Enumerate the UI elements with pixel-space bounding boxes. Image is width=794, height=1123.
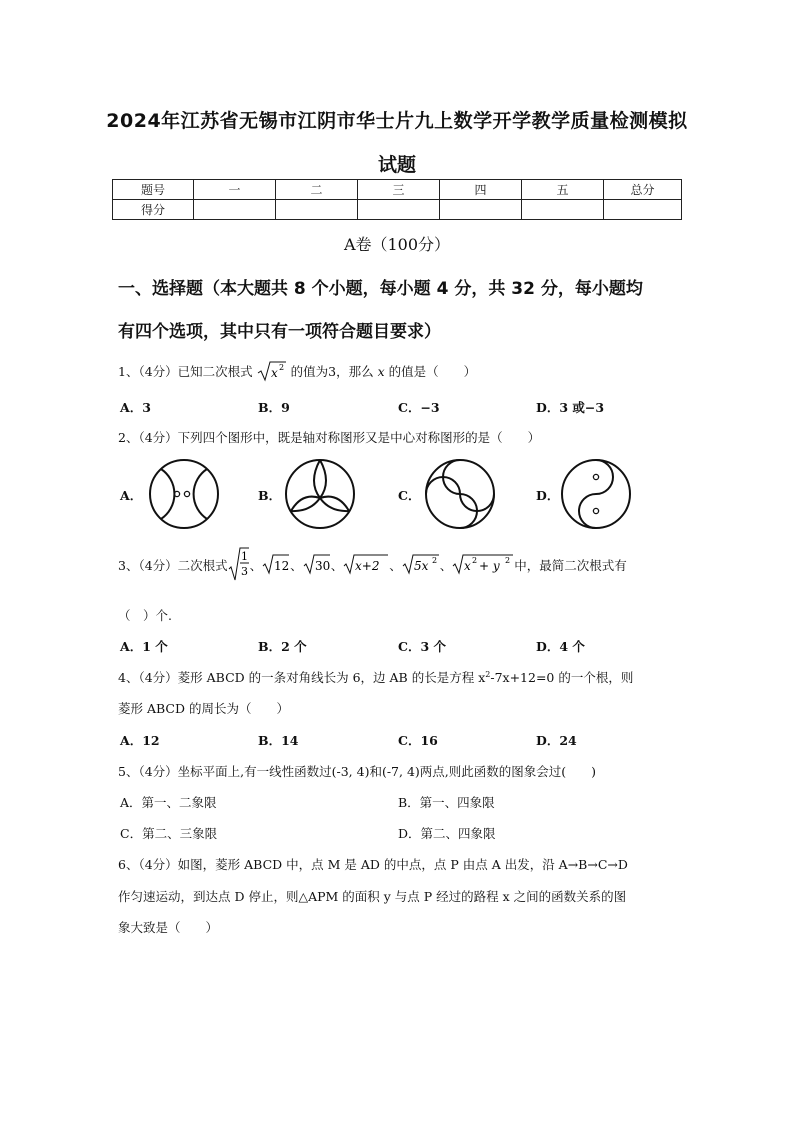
score-table-score-row — [113, 200, 682, 220]
score-cell: 四 — [440, 180, 522, 200]
option-d[interactable]: D．第二、四象限 — [398, 826, 496, 841]
question-text: 3、（4分）二次根式 — [118, 558, 228, 573]
score-blank-cell[interactable] — [276, 200, 358, 220]
separator: 、 — [439, 558, 453, 573]
radicand-text: + y — [479, 558, 500, 573]
score-blank-cell[interactable] — [194, 200, 276, 220]
option-a[interactable]: A．1 个 — [120, 639, 168, 654]
radicand-text: 30 — [314, 558, 330, 573]
question-6: 6、（4分）如图，菱形 ABCD 中，点 M 是 AD 的中点，点 P 由点 A 出发，沿 A→B→C→D — [118, 857, 628, 872]
question-5: 5、（4分）坐标平面上,有一线性函数过(-3, 4)和(-7, 4)两点,则此函数的图象会过( ) — [118, 764, 597, 779]
option-c[interactable]: C．第二、三象限 — [120, 826, 218, 841]
separator: 、 — [330, 558, 344, 573]
option-d[interactable]: D．24 — [536, 733, 577, 748]
separator: 、 — [249, 558, 263, 573]
sqrt-x-squared — [257, 360, 287, 385]
option-c[interactable]: C． — [398, 488, 421, 503]
question-1 — [118, 360, 476, 385]
score-blank-cell[interactable] — [440, 200, 522, 220]
score-table-header-row — [113, 180, 682, 200]
sqrt-one-third — [228, 547, 250, 584]
sqrt-x2-plus-y2 — [452, 553, 514, 578]
option-c[interactable]: C．3 个 — [398, 639, 446, 654]
radicand-text: x — [464, 558, 472, 573]
option-b[interactable]: B． — [258, 488, 282, 503]
radicand-text: 12 — [274, 558, 290, 573]
option-a[interactable]: A． — [120, 488, 143, 503]
svg-text:2: 2 — [431, 555, 437, 565]
score-blank-cell[interactable] — [358, 200, 440, 220]
question-4: 4、（4分）菱形 ABCD 的一条对角线长为 6，边 AB 的长是方程 $x^2-7x+12=0$ 的一个根，则 — [118, 669, 634, 685]
option-c[interactable]: C．16 — [398, 733, 438, 748]
variable-text: x — [377, 364, 385, 379]
question-6-continued: 象大致是（ ） — [118, 920, 219, 935]
figure-b-icon — [284, 458, 356, 530]
option-b[interactable]: B．第一、四象限 — [398, 795, 495, 810]
svg-text:2: 2 — [278, 363, 284, 372]
score-blank-cell[interactable] — [522, 200, 604, 220]
question-3-continued: （ ）个. — [118, 608, 172, 623]
question-text: 4、（4分）菱形 ABCD 的一条对角线长为 6，边 AB 的长是方程 x — [118, 670, 486, 685]
option-c[interactable]: C．−3 — [398, 400, 440, 415]
sqrt-5x-squared — [402, 553, 440, 578]
section-heading-continued: 有四个选项，其中只有一项符合题目要求） — [118, 322, 441, 342]
radicand-text: x — [270, 366, 278, 380]
page-title-continued: 试题 — [377, 154, 416, 176]
question-4-continued: 菱形 ABCD 的周长为（ ） — [118, 701, 289, 716]
radicand-text: x+2 — [355, 558, 380, 573]
option-d[interactable]: D．3 或−3 — [536, 400, 605, 415]
question-3 — [118, 548, 627, 582]
option-b[interactable]: B．14 — [258, 733, 299, 748]
score-table — [112, 179, 682, 220]
page-title: 2024年江苏省无锡市江阴市华士片九上数学开学教学质量检测模拟 — [106, 110, 688, 132]
svg-text:2: 2 — [505, 555, 511, 565]
option-a[interactable]: A．第一、二象限 — [120, 795, 217, 810]
score-cell: 二 — [276, 180, 358, 200]
figure-c-icon — [424, 458, 496, 530]
question-text: 中，最简二次根式有 — [514, 558, 627, 573]
svg-text:3: 3 — [240, 564, 248, 578]
option-d[interactable]: D．4 个 — [536, 639, 585, 654]
score-cell: 一 — [194, 180, 276, 200]
volume-heading: A卷（100分） — [343, 235, 451, 254]
option-a[interactable]: A．12 — [120, 733, 160, 748]
option-d[interactable]: D． — [536, 488, 560, 503]
score-cell: 得分 — [113, 200, 194, 220]
radicand-text: 5x — [413, 558, 429, 573]
option-b[interactable]: B．2 个 — [258, 639, 307, 654]
sqrt-x-plus-2 — [343, 553, 389, 578]
option-b[interactable]: B．9 — [258, 400, 290, 415]
separator: 、 — [389, 558, 402, 573]
yin-yang-icon — [560, 458, 632, 530]
svg-text:2: 2 — [472, 555, 478, 565]
question-text: 1、（4分）已知二次根式 — [118, 364, 253, 379]
question-text: 的值是（ ） — [388, 364, 477, 379]
score-cell: 三 — [358, 180, 440, 200]
score-cell: 总分 — [604, 180, 682, 200]
question-6-continued: 作匀速运动，到达点 D 停止，则△APM 的面积 y 与点 P 经过的路程 x 之间的函数关系的图 — [118, 889, 627, 904]
section-heading: 一、选择题（本大题共 8 个小题，每小题 4 分，共 32 分，每小题均 — [118, 279, 643, 299]
question-text: 的值为3，那么 — [290, 364, 374, 379]
svg-text:1: 1 — [240, 549, 248, 563]
score-cell: 五 — [522, 180, 604, 200]
option-a[interactable]: A．3 — [120, 400, 151, 415]
separator: 、 — [290, 558, 303, 573]
score-blank-cell[interactable] — [604, 200, 682, 220]
question-2: 2、（4分）下列四个图形中，既是轴对称图形又是中心对称图形的是（ ） — [118, 430, 541, 445]
score-cell: 题号 — [113, 180, 194, 200]
figure-a-icon — [148, 458, 220, 530]
sqrt-12 — [262, 553, 290, 578]
question-text: -7x+12=0 的一个根，则 — [490, 670, 634, 685]
sqrt-30 — [303, 553, 331, 578]
